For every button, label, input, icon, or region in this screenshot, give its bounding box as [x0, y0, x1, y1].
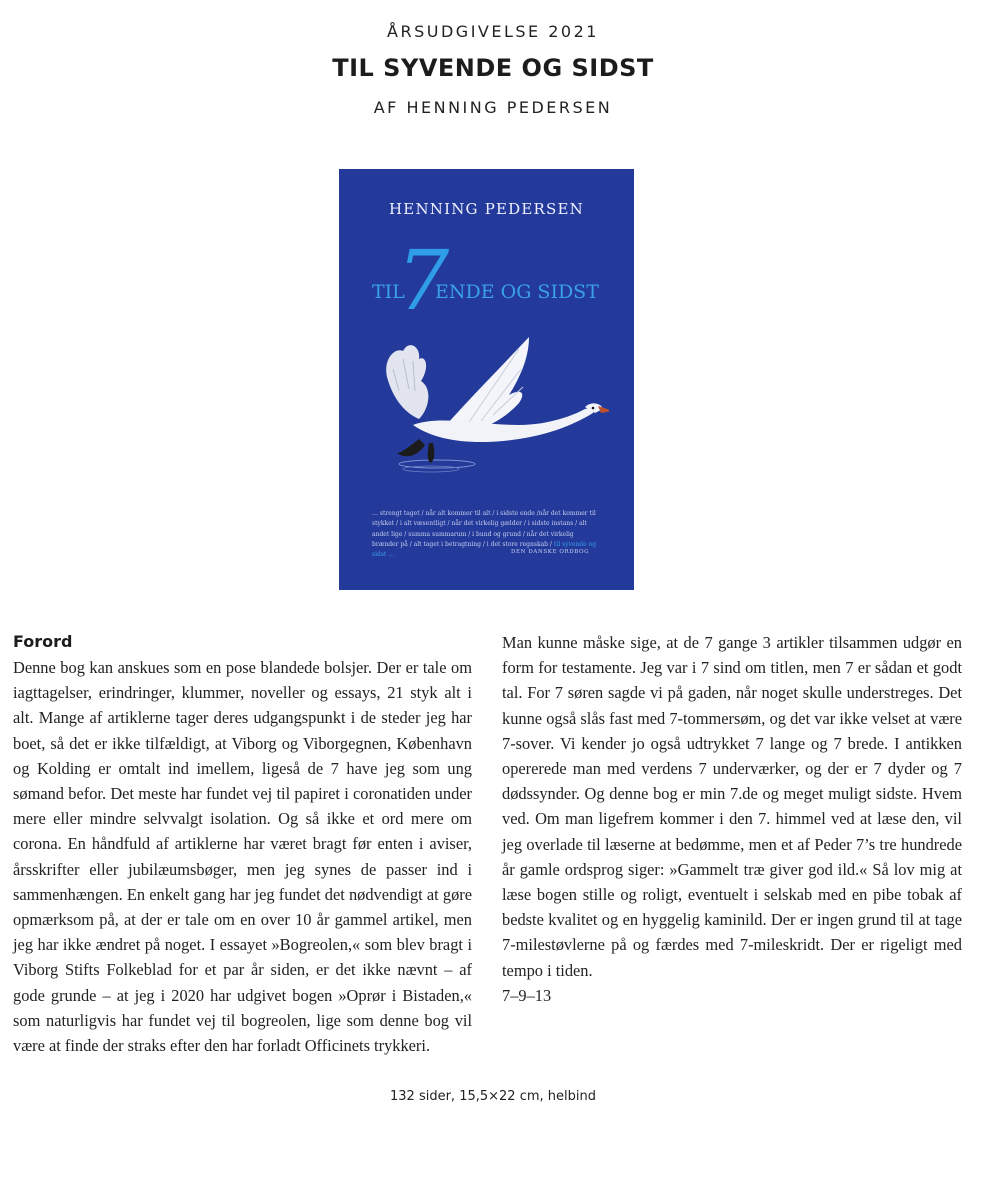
book-specifications: 132 sider, 15,5×22 cm, helbind [390, 1089, 596, 1104]
book-author: AF HENNING PEDERSEN [373, 98, 613, 117]
cover-author: HENNING PEDERSEN [389, 200, 584, 218]
cover-title-prefix: TIL [372, 281, 405, 303]
cover-quote-text: … strengt taget / når alt kommer til alt / i sidste ende /når det kommer til stykket / i alt væsentligt / når det virkelig gælder / i sidste instans / alt andet lige / summa summarum / i bund og grund / når det virkelig brænder på / alt taget i betragtning / i det store regnskab / [372, 510, 596, 548]
foreword-paragraph-1: Denne bog kan anskues som en pose blandede bolsjer. Der er tale om iagttagelser, erindringer, klummer, noveller og essays, 21 styk alt i alt. Mange af artiklerne tager deres udgangspunkt i de steder jeg har boet, så det er ikke tilfældigt, at Viborg og Viborgegnen, København og Kolding er omtalt ind imellem, ligeså de 7 have jeg som ung sømand befor. Det meste har fundet vej til papiret i coronatiden under mere eller mindre selvvalgt isolation. Og så ikke et ord mere om corona. En håndfuld af artiklerne har været bragt før enten i aviser, årsskrifter eller jubilæumsbøger, men jeg synes de passer ind i sammenhængen. En enkelt gang har jeg fundet det nødvendigt at gøre opmærksom på, at der er tale om en over 10 år gammel artikel, men jeg har ikke ændret på noget. I essayet »Bogreolen,« som blev bragt i Viborg Stifts Folkeblad for et par år siden, er det ikke nævnt – af gode grunde – at jeg i 2020 har udgivet bogen »Oprør i Bistaden,« som naturligvis har fundet vej til bogreolen, lige som denne bog vil være at finde der straks efter den har forladt Officinets trykkeri. [13, 658, 472, 1056]
foreword-heading: Forord [13, 632, 73, 651]
foreword-paragraph-2: Man kunne måske sige, at de 7 gange 3 artikler tilsammen udgør en form for testamente. Jeg var i 7 sind om titlen, men 7 er sådan et godt tal. For 7 søren sagde vi på gaden, når noget skulle understreges. Det kunne også slås fast med 7-tommersøm, og det var ikke velset at være 7-sover. Vi kender jo også udtrykket 7 lange og 7 brede. I antikken opererede man med verdens 7 underværker, og der er 7 dyder og 7 dødssynder. Og denne bog er min 7.de og meget muligt sidste. Hvem ved. Om man ligefrem kommer i den 7. himmel ved at læse den, vil jeg overlade til læserne at bedømme, men et af Peder 7’s tre hundrede år gamle ordsprog siger: »Gammelt træ giver god ild.« Så lov mig at læse bogen stille og roligt, eventuelt i selskab med en pibe tobak af bedste kvalitet og en hyggelig kaminild. Der er ingen grund til at tage 7-milestøvlerne på og færdes med 7-mileskridt. Der er rigeligt med tempo i tiden. [502, 633, 962, 980]
foreword-date: 7–9–13 [502, 985, 552, 1005]
swan-illustration [369, 329, 609, 479]
foreword-right-column [502, 630, 962, 1008]
book-cover [339, 169, 634, 590]
cover-quote-highlight: til syvende og sidst … [372, 540, 597, 559]
publication-year-label: ÅRSUDGIVELSE 2021 [387, 22, 599, 41]
foreword-left-column [13, 655, 472, 1058]
book-title: TIL SYVENDE OG SIDST [332, 54, 654, 82]
cover-title-suffix: ENDE OG SIDST [435, 281, 599, 303]
cover-numeral: 7 [397, 234, 450, 329]
cover-quote-source: DEN DANSKE ORDBOG [511, 549, 590, 555]
